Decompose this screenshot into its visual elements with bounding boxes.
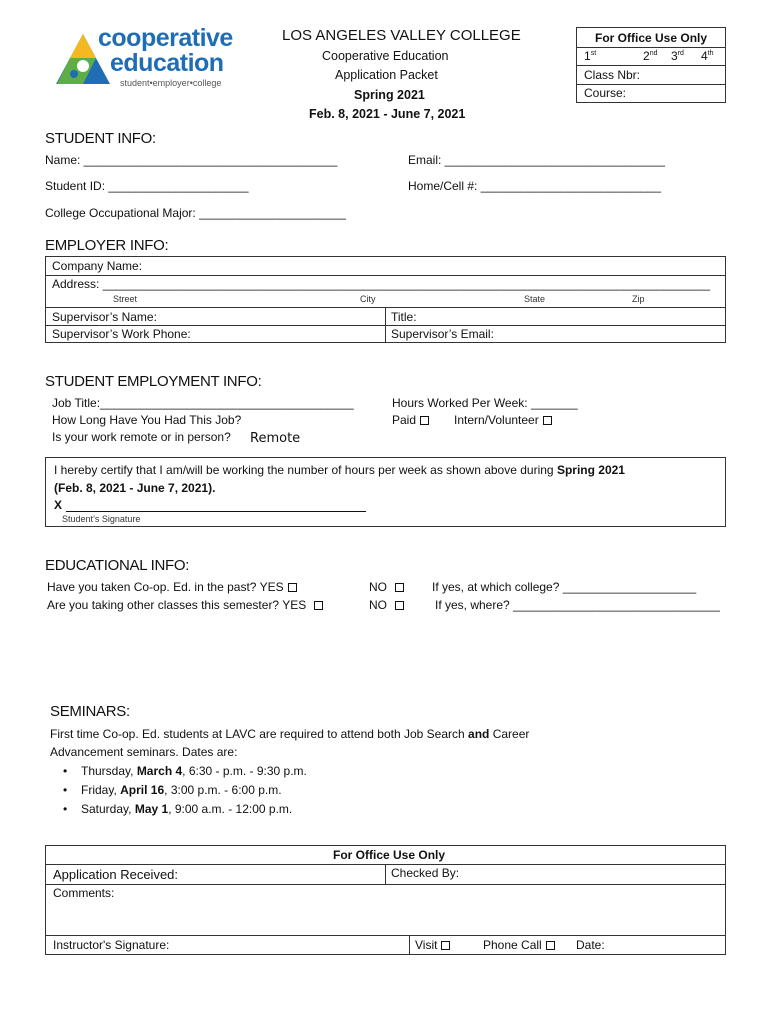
remote-question: Is your work remote or in person?: [52, 430, 231, 444]
employment-info-heading: STUDENT EMPLOYMENT INFO:: [45, 373, 262, 390]
student-id-field[interactable]: Student ID: _____________________: [45, 179, 249, 193]
other-classes-yes-checkbox[interactable]: [314, 601, 323, 610]
phone-call-label: Phone Call: [483, 938, 542, 952]
date-field[interactable]: Date:: [576, 938, 605, 952]
seminar-item: [81, 802, 292, 816]
term: Spring 2021: [354, 88, 425, 102]
intern-checkbox[interactable]: [543, 416, 552, 425]
phone-field[interactable]: Home/Cell #: ___________________________: [408, 179, 661, 193]
other-classes-label: Are you taking other classes this semester? YES: [47, 598, 307, 612]
seminars-text-c: Career: [492, 727, 530, 741]
packet-name: Application Packet: [335, 68, 438, 82]
which-college-field[interactable]: If yes, at which college? ____________________: [432, 580, 697, 594]
other-classes-no-checkbox[interactable]: [395, 601, 404, 610]
logo: [54, 24, 244, 92]
educational-info-heading: EDUCATIONAL INFO:: [45, 557, 190, 574]
seminars-text-a: First time Co-op. Ed. students at LAVC are required to attend both Job Search: [50, 727, 465, 741]
ordinal-2-suffix: nd: [649, 50, 658, 57]
how-long-field[interactable]: How Long Have You Had This Job?: [52, 413, 242, 427]
employer-info-heading: EMPLOYER INFO:: [45, 237, 169, 254]
certify-text: I hereby certify that I am/will be working the number of hours per week as shown above during: [54, 463, 554, 477]
logo-line2: education: [110, 49, 224, 77]
other-classes-question: [47, 598, 323, 612]
attempt-2[interactable]: [643, 49, 657, 63]
seminars-line2: Advancement seminars. Dates are:: [50, 745, 238, 759]
attempt-1[interactable]: [584, 49, 596, 63]
past-coop-no[interactable]: [369, 580, 404, 594]
certify-box: [45, 457, 726, 527]
name-field[interactable]: Name: ______________________________________: [45, 153, 338, 167]
paid-option[interactable]: [392, 413, 429, 427]
comments-field[interactable]: Comments:: [53, 886, 115, 900]
hours-field[interactable]: Hours Worked Per Week: _______: [392, 396, 578, 410]
phone-call-checkbox[interactable]: [546, 941, 555, 950]
ordinal-1: 1: [584, 49, 591, 63]
ordinal-3: 3: [671, 49, 678, 63]
major-field[interactable]: College Occupational Major: ______________________: [45, 206, 346, 220]
visit-checkbox[interactable]: [441, 941, 450, 950]
no-label-2: NO: [369, 598, 387, 612]
ordinal-4-suffix: th: [707, 50, 714, 57]
attempt-3[interactable]: [671, 49, 684, 63]
seminar-time: , 6:30 - p.m. - 9:30 p.m.: [182, 764, 307, 778]
intern-label: Intern/Volunteer: [454, 413, 539, 427]
program-name: Cooperative Education: [322, 49, 449, 63]
email-field[interactable]: Email: _________________________________: [408, 153, 665, 167]
certify-line1: [54, 463, 625, 477]
work-phone-field[interactable]: Supervisor’s Work Phone:: [52, 327, 191, 341]
company-name-field[interactable]: Company Name:: [52, 259, 143, 273]
seminar-date: March 4: [136, 764, 183, 778]
office-use-title: For Office Use Only: [595, 31, 708, 45]
city-label: City: [360, 294, 376, 304]
paid-checkbox[interactable]: [420, 416, 429, 425]
supervisor-name-field[interactable]: Supervisor’s Name:: [52, 310, 157, 324]
seminars-heading: SEMINARS:: [50, 703, 130, 720]
ordinal-1-suffix: st: [590, 50, 597, 57]
seminar-item: [81, 783, 282, 797]
other-classes-no[interactable]: [369, 598, 404, 612]
zip-label: Zip: [632, 294, 645, 304]
logo-line1: cooperative: [98, 24, 233, 52]
state-label: State: [524, 294, 546, 304]
past-coop-label: Have you taken Co-op. Ed. in the past? YES: [47, 580, 284, 594]
logo-tagline: student•employer•college: [120, 78, 222, 88]
application-received-field[interactable]: Application Received:: [53, 867, 179, 882]
visit-label: Visit: [415, 938, 438, 952]
past-coop-no-checkbox[interactable]: [395, 583, 404, 592]
address-field[interactable]: Address: ___________________________________________________________________________________________: [52, 277, 711, 291]
ordinal-3-suffix: rd: [677, 50, 684, 57]
ordinal-4: 4: [701, 49, 708, 63]
seminar-day: Saturday,: [81, 802, 132, 816]
supervisor-email-field[interactable]: Supervisor’s Email:: [391, 327, 494, 341]
phone-call-option[interactable]: [483, 938, 555, 952]
seminar-date: May 1: [134, 802, 169, 816]
past-coop-question: [47, 580, 297, 594]
seminars-text-and: and: [468, 727, 490, 741]
office-use-bottom-title: For Office Use Only: [333, 848, 446, 862]
signature-label: Student’s Signature: [62, 514, 141, 524]
ordinal-2: 2: [643, 49, 650, 63]
instructor-signature-field[interactable]: Instructor's Signature:: [53, 938, 170, 952]
attempt-4[interactable]: [701, 49, 714, 63]
term-dates: Feb. 8, 2021 - June 7, 2021: [309, 107, 466, 121]
seminar-time: , 9:00 a.m. - 12:00 p.m.: [168, 802, 293, 816]
signature-line[interactable]: [66, 511, 366, 512]
paid-label: Paid: [392, 413, 417, 427]
student-info-heading: STUDENT INFO:: [45, 130, 156, 147]
employer-box: [45, 256, 726, 343]
no-label-1: NO: [369, 580, 387, 594]
signature-x: X: [54, 498, 63, 512]
visit-option[interactable]: [415, 938, 450, 952]
seminar-time: , 3:00 p.m. - 6:00 p.m.: [164, 783, 282, 797]
course-field[interactable]: Course:: [584, 86, 627, 100]
where-field[interactable]: If yes, where? _______________________________: [435, 598, 720, 612]
seminar-date: April 16: [120, 783, 165, 797]
class-nbr-field[interactable]: Class Nbr:: [584, 68, 641, 82]
seminar-day: Thursday,: [81, 764, 134, 778]
supervisor-title-field[interactable]: Title:: [391, 310, 417, 324]
college-title: LOS ANGELES VALLEY COLLEGE: [282, 27, 521, 44]
remote-answer[interactable]: Remote: [250, 431, 301, 446]
checked-by-field[interactable]: Checked By:: [391, 866, 460, 880]
job-title-field[interactable]: Job Title:______________________________________: [52, 396, 354, 410]
intern-option[interactable]: [454, 413, 552, 427]
office-use-top-box: [576, 27, 726, 103]
certify-term: Spring 2021: [556, 463, 625, 477]
office-use-bottom-box: [45, 845, 726, 955]
past-coop-yes-checkbox[interactable]: [288, 583, 297, 592]
street-label: Street: [113, 294, 138, 304]
seminars-line1: [50, 727, 529, 741]
certify-dates: (Feb. 8, 2021 - June 7, 2021).: [54, 481, 216, 495]
seminar-day: Friday,: [81, 783, 117, 797]
seminar-item: [81, 764, 307, 778]
